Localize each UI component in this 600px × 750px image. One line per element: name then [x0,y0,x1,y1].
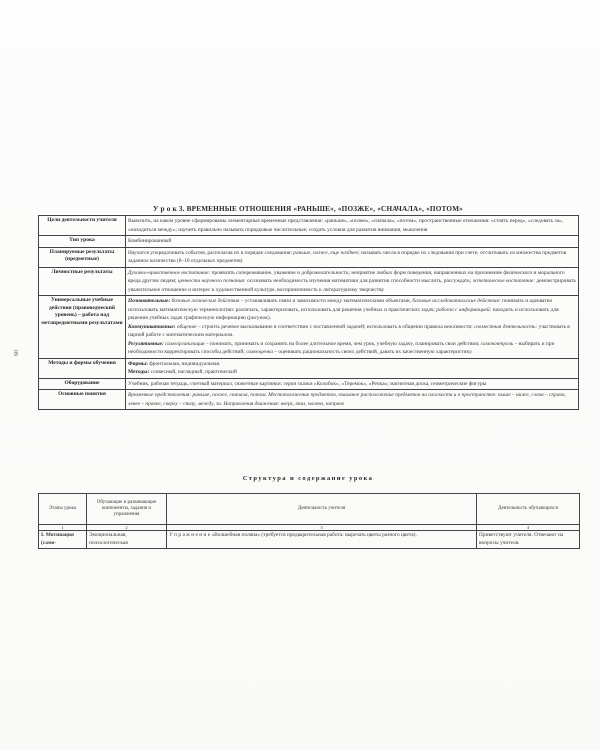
row-label: Оборудование [39,378,126,390]
lesson-info-table [38,215,579,410]
table-row [39,390,579,410]
column-header: Деятельность учителя [167,494,477,525]
row-content: Комбинированный [126,236,579,248]
row-content: Формы: фронтальная, индивидуальная. Методы: словесный, наглядный, практический [126,358,579,378]
column-number: 2 [87,525,167,531]
stage-cell: I. Мотивация (само- [39,531,87,549]
table-row [39,216,579,236]
table-row [39,236,579,248]
row-content: Выяснить, на каком уровне сформированы элементарные временные представления: «раньше», «позже», «сначала», «потом», пространственные отношения: «стоять перед», «следовать за», «находиться между»; научить правильно называть порядковые числительные; создать условия для развития внимания, мышления [126,216,579,236]
row-content: Духовно-нравственное воспитание: проявлять сопереживание, уважение и доброжелательность; неприятие любых форм поведения, направленных на причинение физического и морального вреда другим людям; ценности научного познания: осознавать необходимость изучения математики для развития способности мыслить, рассуждать; эстетическое воспитание: демонстрировать уважительное отношение и интерес к художественной культуре, восприимчивость к литературному творчеству [126,267,579,296]
row-label: Основные понятия [39,390,126,410]
components-cell: Эмоциональная, психологическая [87,531,167,549]
column-number: 4 [477,525,580,531]
table-row [39,358,579,378]
lesson-title: У р о к 3. ВРЕМЕННЫЕ ОТНОШЕНИЯ «РАНЬШЕ», «ПОЗЖЕ», «СНАЧАЛА», «ПОТОМ» [153,205,463,213]
table-row [39,247,579,267]
table-row [39,267,579,296]
students-cell: Приветствуют учителя. Отвечают на вопросы учителя. [477,531,580,549]
structure-title: Структура и содержание урока [242,475,374,482]
row-content: Научатся упорядочивать события, располагая их в порядке следования: раньше, позже, еще позднее; называть числа в порядке их следования при счете; отсчитывать из множества предметов заданное количество (8–10 отдельных предметов) [126,247,579,267]
row-label: Цели деятельности учителя [39,216,126,236]
column-header: Этапы урока [39,494,87,525]
row-label: Планируемые результаты (предметные) [39,247,126,267]
teacher-cell: У п р а ж н е н и е «Волшебная поляна» (требуется предварительная работа: вырезать цветы разного цвета). [167,531,477,549]
row-label: Личностные результаты [39,267,126,296]
column-header: Деятельность обучающихся [477,494,580,525]
table-row [39,378,579,390]
table-row [39,296,579,359]
table-header-row [39,494,580,525]
row-content: Познавательные: базовые логические действия – устанавливать связи и зависимости между математическими объектами, базовые исследовательские действия: понимать и адекватно использовать математическую терминологию: различать, характеризовать, использовать для решения учебных и практических задач; работа с информацией: находить и использовать для решения учебных задач графическую информацию (рисунок). Коммуникативные: общение – строить речевое высказывание в соответствии с поставленной задачей; использовать в общении правила вежливости; совместная деятельность: участвовать в парной работе с математическим материалом. Регулятивные: самоорганизация – понимать, принимать и сохранять на более длительное время, чем урок, учебную задачу, планировать свои действия; самоконтроль – выбирать и при необходимости корректировать способы действий; самооценка – оценивать рациональность своих действий, давать их качественную характеристику. [126,296,579,359]
row-content: Учебник, рабочая тетрадь, счетный материал, сюжетные картинки: герои сказки «Колобок», «Теремок», «Репка»; магнитная доска, геометрические фигуры [126,378,579,390]
page-number: 60 [14,350,20,356]
lesson-structure-table [38,493,580,549]
column-header: Обучающие и развивающие компоненты, задания и упражнения [87,494,167,525]
table-row [39,531,580,549]
row-label: Методы и формы обучения [39,358,126,378]
row-label: Тип урока [39,236,126,248]
row-content: Временные представления: раньше, позже, сначала, потом. Местоположение предметов, взаимное расположение предметов на плоскости и в пространстве: выше – ниже, слева – справа, левее – правее, сверху – снизу, между, за. Направления движения: вверх, вниз, налево, направо [126,390,579,410]
column-number: 1 [39,525,87,531]
row-label: Универсальные учебные действия (правоведческий уровень) – работа над метапредметными результатами [39,296,126,359]
column-number: 3 [167,525,477,531]
